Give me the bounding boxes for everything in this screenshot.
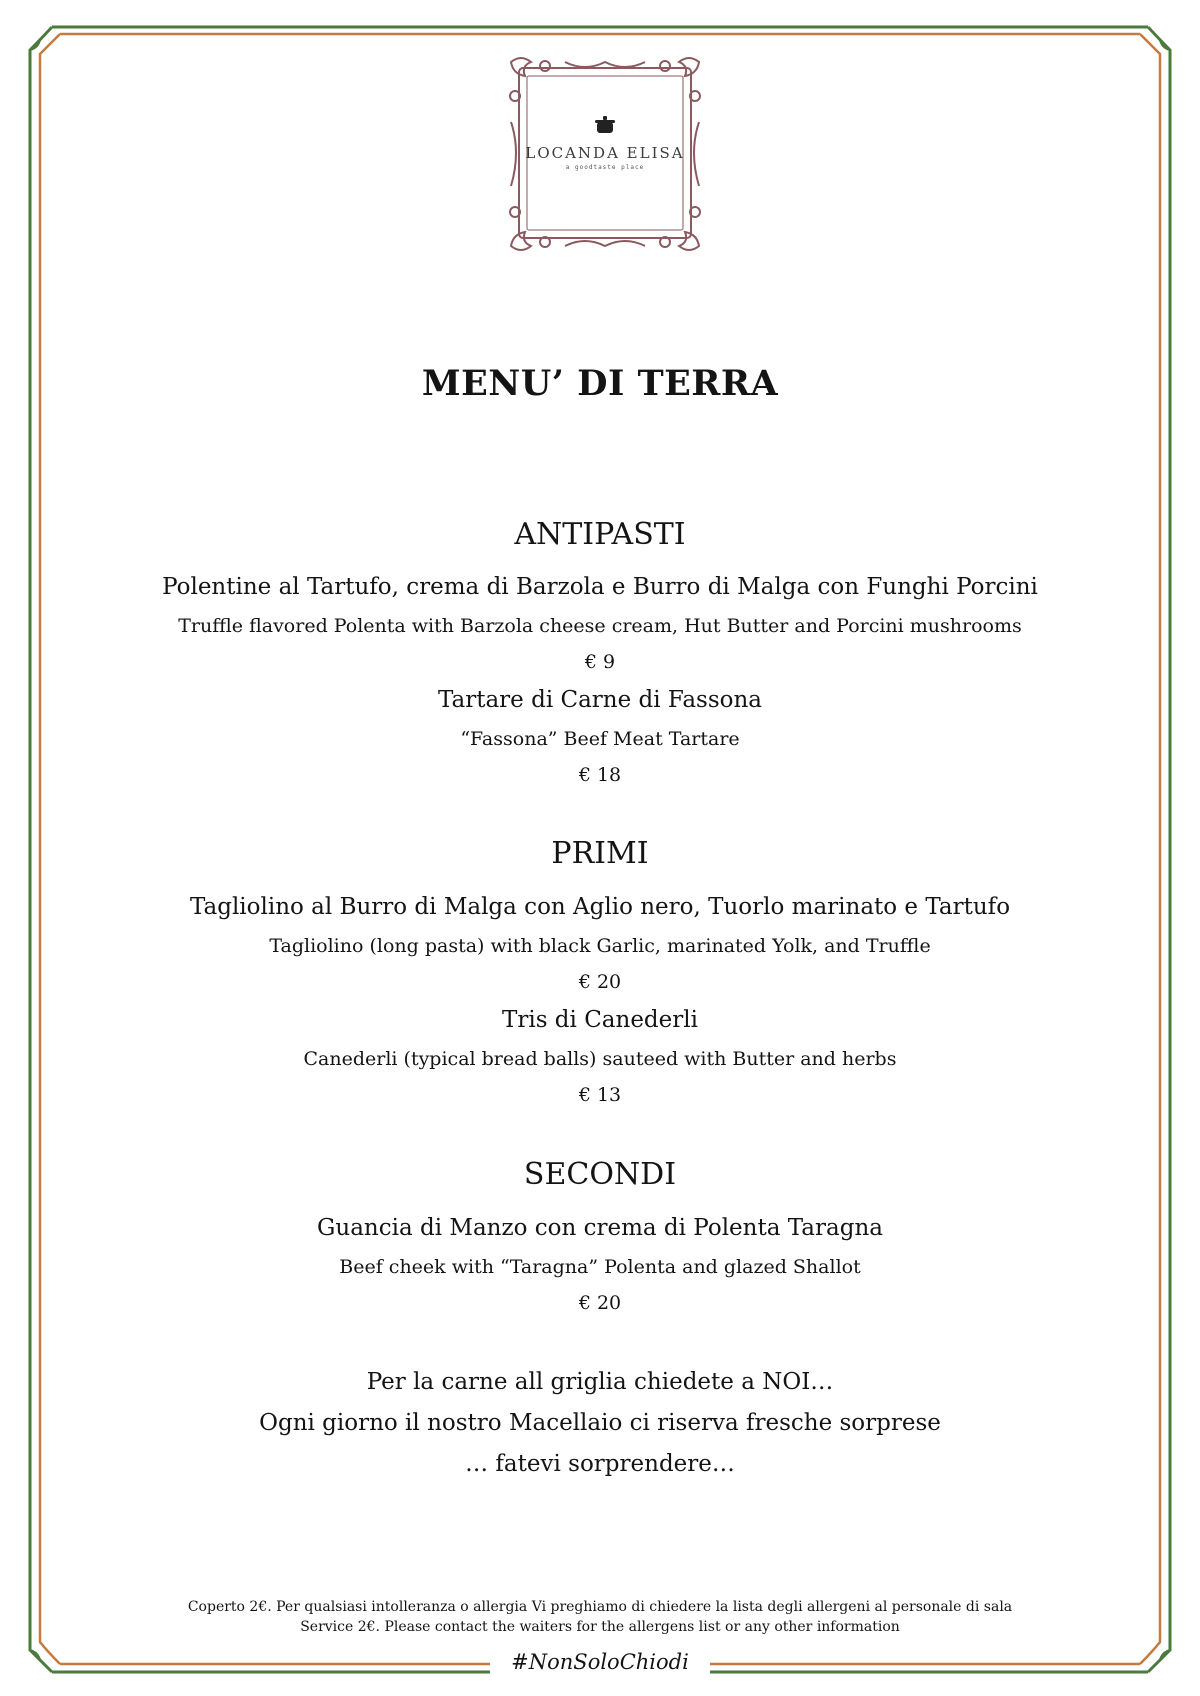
dish-price: € 20	[578, 1292, 622, 1314]
surprise-note: … fatevi sorprendere…	[465, 1451, 735, 1477]
dish-price: € 18	[578, 764, 622, 786]
dish-name-it: Tris di Canederli	[502, 1007, 698, 1033]
logo-name: LOCANDA ELISA	[525, 144, 685, 162]
dish-name-en: Truffle flavored Polenta with Barzola cheese cream, Hut Butter and Porcini mushrooms	[178, 615, 1022, 637]
dish-price: € 13	[578, 1084, 622, 1106]
butcher-note: Ogni giorno il nostro Macellaio ci riserva fresche sorprese	[259, 1410, 941, 1436]
dish-name-en: Canederli (typical bread balls) sauteed with Butter and herbs	[303, 1048, 897, 1070]
dish-name-it: Tartare di Carne di Fassona	[437, 687, 763, 713]
section-title-secondi: SECONDI	[523, 1157, 677, 1192]
dish-name-en: Beef cheek with “Taragna” Polenta and glazed Shallot	[339, 1256, 861, 1278]
section-title-antipasti: ANTIPASTI	[514, 517, 686, 552]
menu-title: MENU’ DI TERRA	[421, 363, 779, 404]
dish-name-it: Tagliolino al Burro di Malga con Aglio nero, Tuorlo marinato e Tartufo	[189, 894, 1011, 920]
hashtag: #NonSoloChiodi	[511, 1650, 689, 1674]
dish-price: € 20	[578, 971, 622, 993]
dish-name-en: “Fassona” Beef Meat Tartare	[460, 728, 740, 750]
dish-name-it: Polentine al Tartufo, crema di Barzola e Burro di Malga con Funghi Porcini	[162, 574, 1038, 600]
footer-cover-charge-en: Service 2€. Please contact the waiters for the allergens list or any other information	[300, 1619, 900, 1635]
grill-note: Per la carne all griglia chiedete a NOI…	[366, 1369, 834, 1395]
cooking-pot-icon	[591, 114, 619, 136]
dish-price: € 9	[584, 651, 616, 673]
logo-tagline: a goodtaste place	[565, 164, 645, 171]
restaurant-logo	[505, 52, 705, 256]
dish-name-it: Guancia di Manzo con crema di Polenta Taragna	[317, 1215, 883, 1241]
dish-name-en: Tagliolino (long pasta) with black Garlic, marinated Yolk, and Truffle	[269, 935, 931, 957]
section-title-primi: PRIMI	[551, 836, 649, 871]
footer-cover-charge-it: Coperto 2€. Per qualsiasi intolleranza o allergia Vi preghiamo di chiedere la lista degli allergeni al personale di sala	[187, 1599, 1013, 1615]
